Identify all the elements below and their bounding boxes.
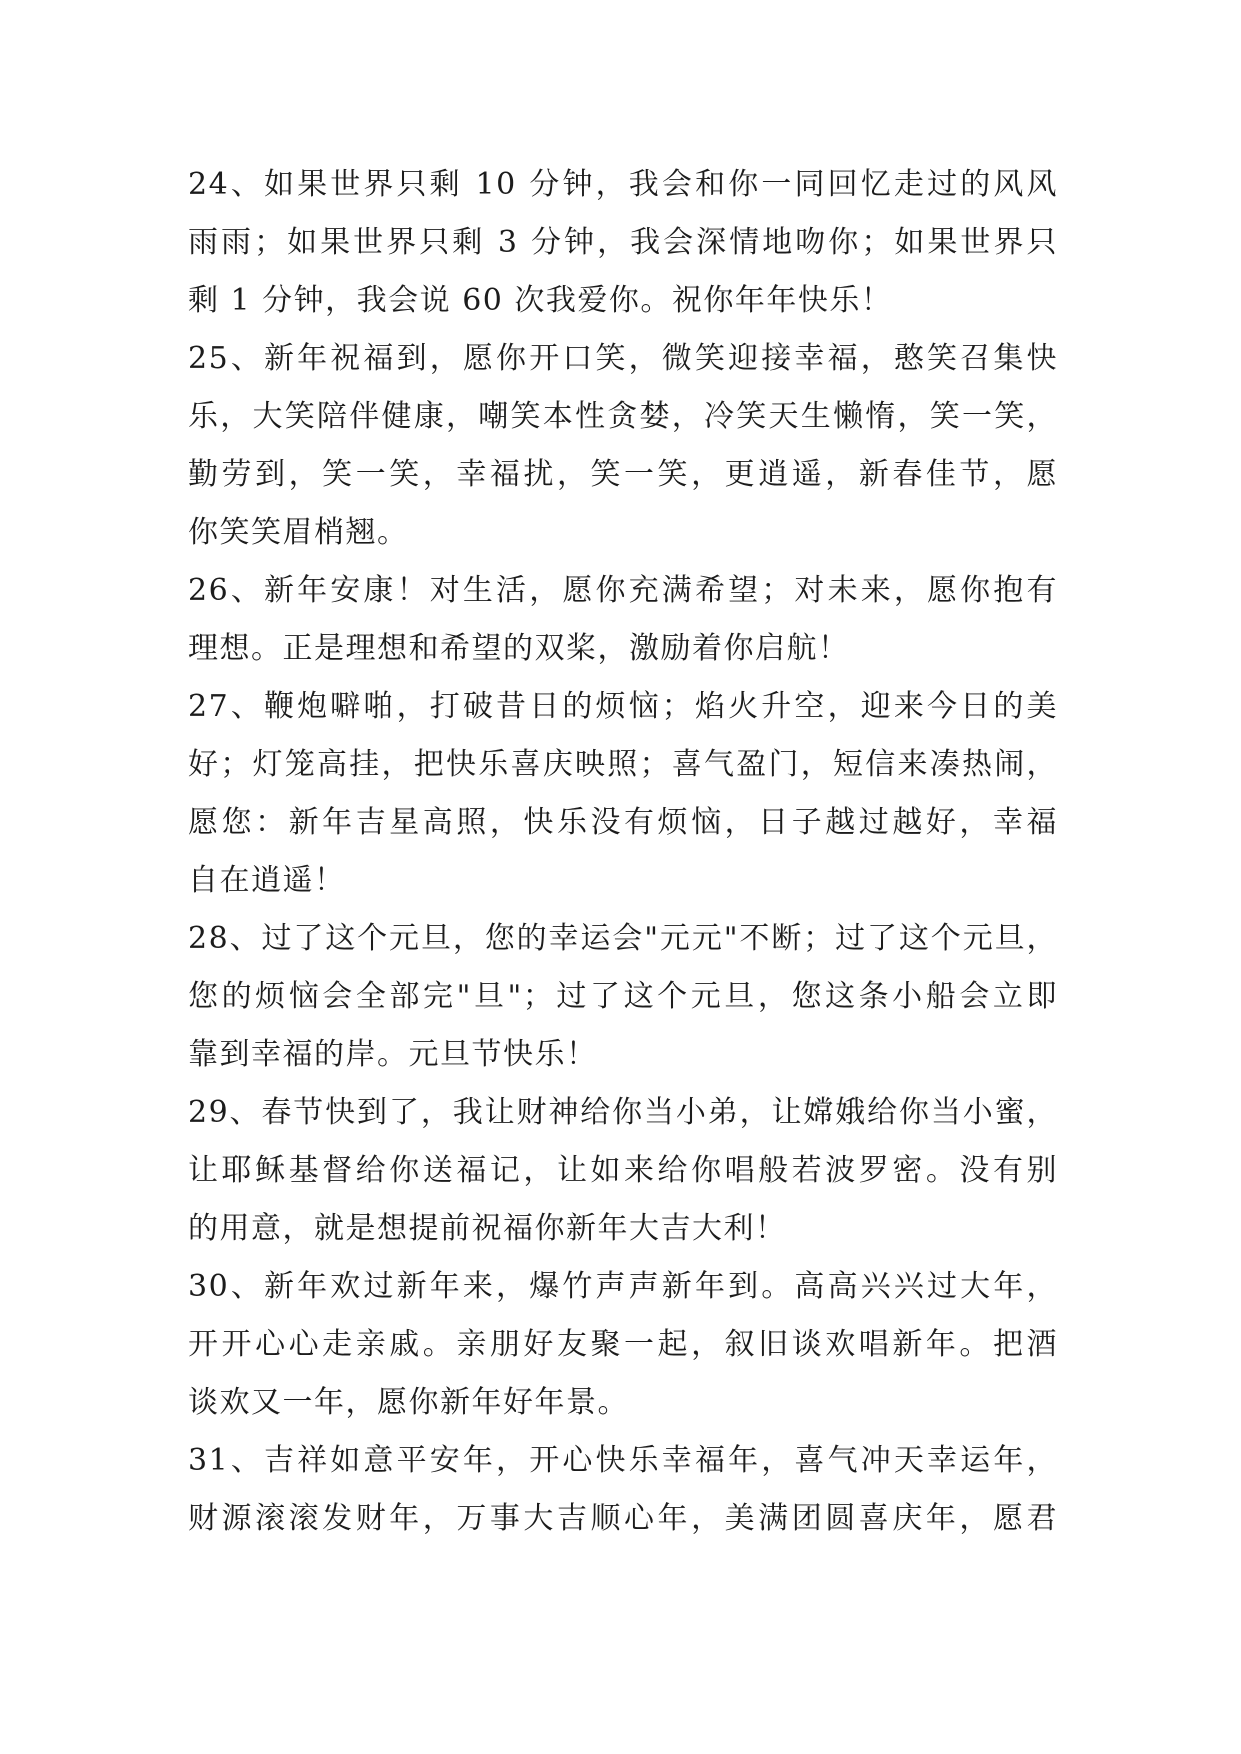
text-line: 自在逍遥！ bbox=[188, 863, 346, 898]
text-line: 好；灯笼高挂，把快乐喜庆映照；喜气盈门，短信来凑热闹， bbox=[188, 747, 1058, 782]
greeting-entry-24 bbox=[188, 156, 1058, 330]
text-line: 29、春节快到了，我让财神给你当小弟，让嫦娥给你当小蜜， bbox=[188, 1095, 1058, 1130]
greeting-entry-29 bbox=[188, 1084, 1058, 1258]
text-line: 理想。正是理想和希望的双桨，激励着你启航！ bbox=[188, 631, 850, 666]
text-line: 24、如果世界只剩 10 分钟，我会和你一同回忆走过的风风 bbox=[188, 167, 1058, 202]
text-line: 勤劳到，笑一笑，幸福扰，笑一笑，更逍遥，新春佳节，愿 bbox=[188, 457, 1058, 492]
text-line: 25、新年祝福到，愿你开口笑，微笑迎接幸福，憨笑召集快 bbox=[188, 341, 1058, 376]
text-line: 乐，大笑陪伴健康，嘲笑本性贪婪，冷笑天生懒惰，笑一笑， bbox=[188, 399, 1058, 434]
text-line: 剩 1 分钟，我会说 60 次我爱你。祝你年年快乐！ bbox=[188, 283, 893, 318]
text-line: 您的烦恼会全部完"旦"；过了这个元旦，您这条小船会立即 bbox=[188, 979, 1058, 1014]
greeting-entry-25 bbox=[188, 330, 1058, 562]
text-line: 27、鞭炮噼啪，打破昔日的烦恼；焰火升空，迎来今日的美 bbox=[188, 689, 1058, 724]
text-line: 雨雨；如果世界只剩 3 分钟，我会深情地吻你；如果世界只 bbox=[188, 225, 1058, 260]
text-line: 让耶稣基督给你送福记，让如来给你唱般若波罗密。没有别 bbox=[188, 1153, 1058, 1188]
greeting-entry-26 bbox=[188, 562, 1058, 678]
text-line: 靠到幸福的岸。元旦节快乐！ bbox=[188, 1037, 598, 1072]
greeting-entry-27 bbox=[188, 678, 1058, 910]
text-line: 开开心心走亲戚。亲朋好友聚一起，叙旧谈欢唱新年。把酒 bbox=[188, 1327, 1058, 1362]
document-body bbox=[188, 156, 1058, 1548]
greeting-entry-31 bbox=[188, 1432, 1058, 1548]
text-line: 愿您：新年吉星高照，快乐没有烦恼，日子越过越好，幸福 bbox=[188, 805, 1058, 840]
text-line: 26、新年安康！对生活，愿你充满希望；对未来，愿你抱有 bbox=[188, 573, 1058, 608]
greeting-entry-28 bbox=[188, 910, 1058, 1084]
greeting-entry-30 bbox=[188, 1258, 1058, 1432]
text-line: 31、吉祥如意平安年，开心快乐幸福年，喜气冲天幸运年， bbox=[188, 1443, 1058, 1478]
text-line: 的用意，就是想提前祝福你新年大吉大利！ bbox=[188, 1211, 787, 1246]
text-line: 谈欢又一年，愿你新年好年景。 bbox=[188, 1385, 629, 1420]
text-line: 30、新年欢过新年来，爆竹声声新年到。高高兴兴过大年， bbox=[188, 1269, 1058, 1304]
text-line: 28、过了这个元旦，您的幸运会"元元"不断；过了这个元旦， bbox=[188, 921, 1058, 956]
text-line: 财源滚滚发财年，万事大吉顺心年，美满团圆喜庆年，愿君 bbox=[188, 1501, 1058, 1536]
text-line: 你笑笑眉梢翘。 bbox=[188, 515, 409, 550]
